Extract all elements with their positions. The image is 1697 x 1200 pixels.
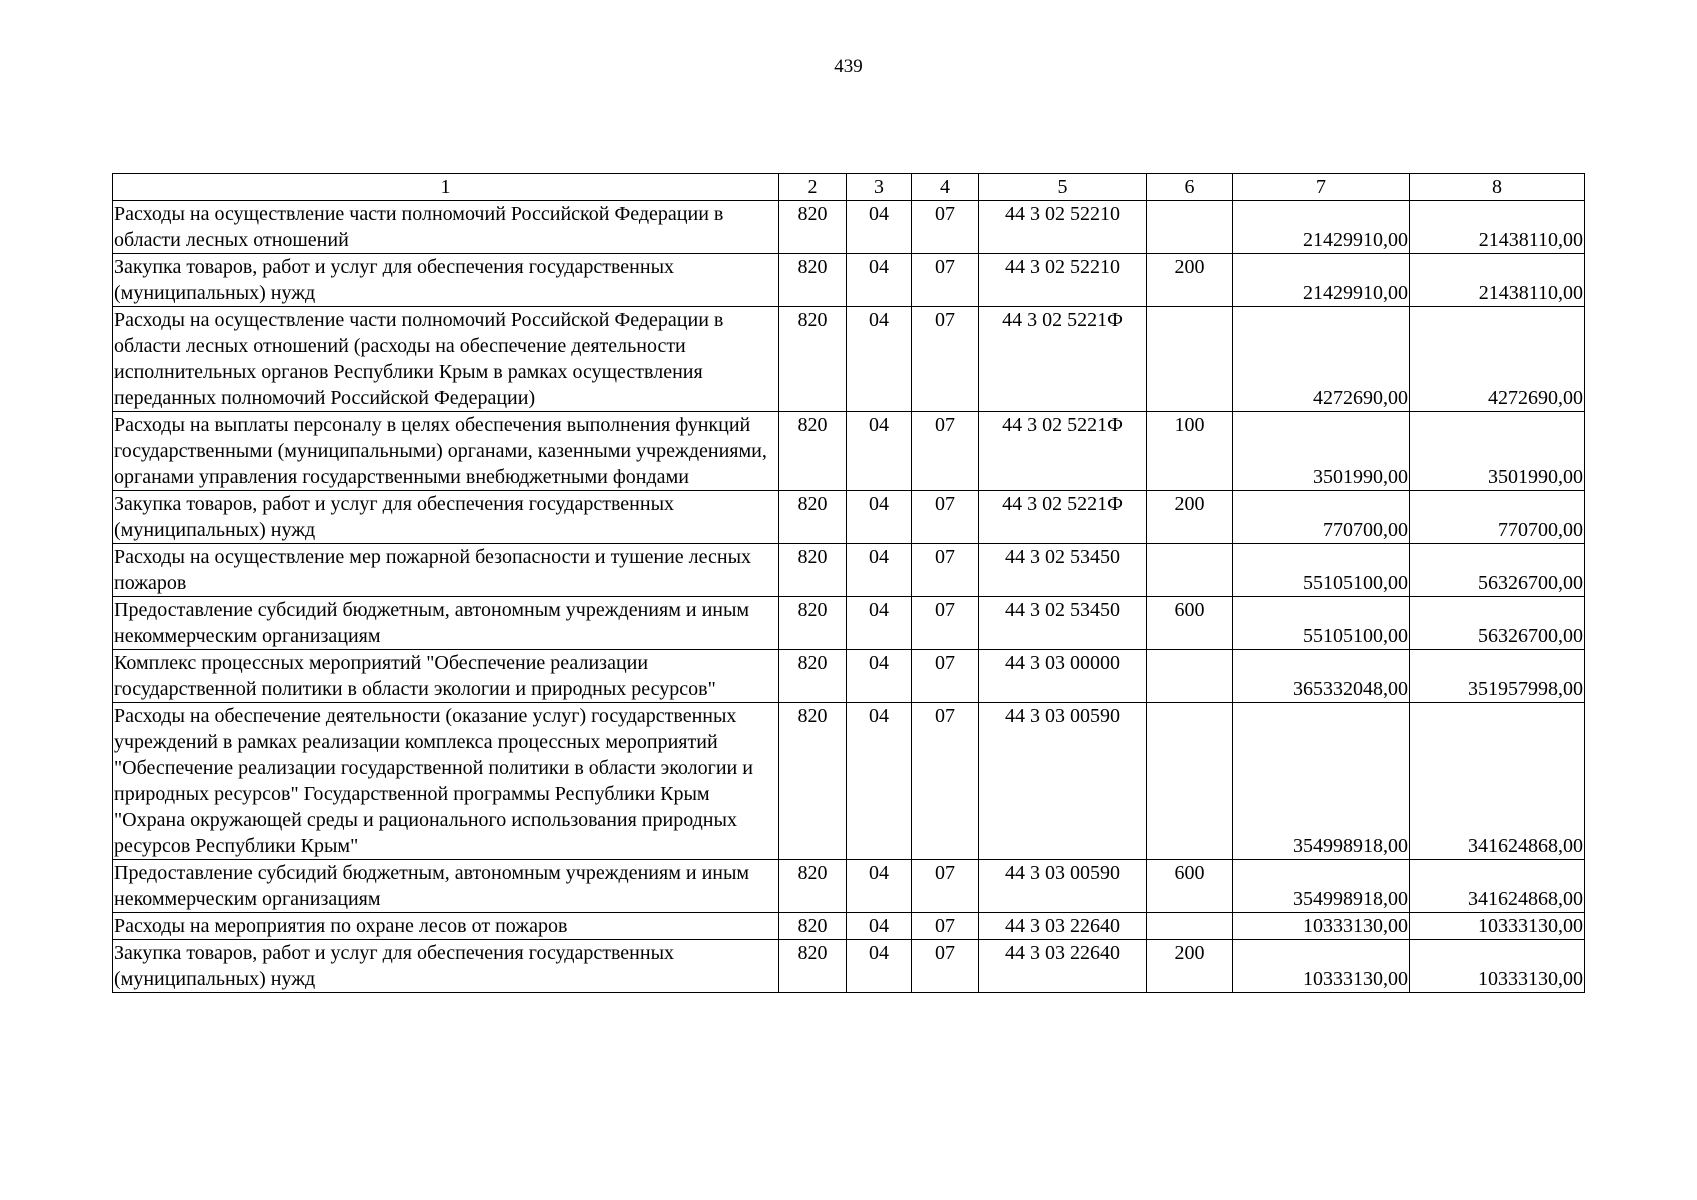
table-row — [113, 491, 1585, 544]
table-row — [113, 860, 1585, 913]
subsection-cell: 07 — [912, 201, 979, 254]
subsection-cell: 07 — [912, 412, 979, 491]
expense-type-cell — [1147, 703, 1233, 860]
description-cell: Предоставление субсидий бюджетным, автономным учреждениям и иным некоммерческим организациям — [113, 597, 779, 650]
subsection-cell: 07 — [912, 940, 979, 993]
expense-type-cell: 200 — [1147, 491, 1233, 544]
subsection-cell: 07 — [912, 254, 979, 307]
expense-type-cell: 600 — [1147, 597, 1233, 650]
amount-col8-cell: 351957998,00 — [1410, 650, 1585, 703]
section-cell: 04 — [847, 913, 912, 940]
subsection-cell: 07 — [912, 703, 979, 860]
amount-col7-cell: 21429910,00 — [1233, 201, 1410, 254]
description-cell: Закупка товаров, работ и услуг для обеспечения государственных (муниципальных) нужд — [113, 491, 779, 544]
target-article-cell: 44 3 03 22640 — [979, 940, 1147, 993]
description-cell: Расходы на выплаты персоналу в целях обеспечения выполнения функций государственными (муниципальными) органами, казенными учреждениями, органами управления государственными внебюджетными фондами — [113, 412, 779, 491]
gr-code-cell: 820 — [779, 307, 847, 412]
section-cell: 04 — [847, 544, 912, 597]
table-row — [113, 913, 1585, 940]
subsection-cell: 07 — [912, 491, 979, 544]
amount-col8-cell: 341624868,00 — [1410, 860, 1585, 913]
description-cell: Закупка товаров, работ и услуг для обеспечения государственных (муниципальных) нужд — [113, 254, 779, 307]
expense-type-cell: 200 — [1147, 254, 1233, 307]
gr-code-cell: 820 — [779, 703, 847, 860]
expense-type-cell — [1147, 650, 1233, 703]
section-cell: 04 — [847, 703, 912, 860]
target-article-cell: 44 3 03 22640 — [979, 913, 1147, 940]
budget-table — [112, 173, 1585, 993]
header-cell: 7 — [1233, 174, 1410, 201]
amount-col8-cell: 4272690,00 — [1410, 307, 1585, 412]
table-row — [113, 544, 1585, 597]
header-cell: 2 — [779, 174, 847, 201]
description-cell: Расходы на осуществление части полномочий Российской Федерации в области лесных отношений — [113, 201, 779, 254]
amount-col8-cell: 21438110,00 — [1410, 254, 1585, 307]
table-row — [113, 307, 1585, 412]
table-row — [113, 412, 1585, 491]
header-cell: 4 — [912, 174, 979, 201]
description-cell: Комплекс процессных мероприятий "Обеспечение реализации государственной политики в области экологии и природных ресурсов" — [113, 650, 779, 703]
section-cell: 04 — [847, 491, 912, 544]
description-cell: Расходы на осуществление мер пожарной безопасности и тушение лесных пожаров — [113, 544, 779, 597]
subsection-cell: 07 — [912, 860, 979, 913]
amount-col7-cell: 10333130,00 — [1233, 940, 1410, 993]
header-cell: 1 — [113, 174, 779, 201]
description-cell: Предоставление субсидий бюджетным, автономным учреждениям и иным некоммерческим организациям — [113, 860, 779, 913]
description-cell: Расходы на обеспечение деятельности (оказание услуг) государственных учреждений в рамках реализации комплекса процессных мероприятий "Обеспечение реализации государственной политики в области экологии и природных ресурсов" Государственной программы Республики Крым "Охрана окружающей среды и рационального использования природных ресурсов Республики Крым" — [113, 703, 779, 860]
amount-col7-cell: 3501990,00 — [1233, 412, 1410, 491]
target-article-cell: 44 3 03 00000 — [979, 650, 1147, 703]
target-article-cell: 44 3 02 5221Ф — [979, 491, 1147, 544]
section-cell: 04 — [847, 860, 912, 913]
header-cell: 3 — [847, 174, 912, 201]
header-cell: 5 — [979, 174, 1147, 201]
subsection-cell: 07 — [912, 307, 979, 412]
subsection-cell: 07 — [912, 597, 979, 650]
amount-col7-cell: 770700,00 — [1233, 491, 1410, 544]
table-row — [113, 650, 1585, 703]
amount-col7-cell: 21429910,00 — [1233, 254, 1410, 307]
gr-code-cell: 820 — [779, 491, 847, 544]
table-row — [113, 254, 1585, 307]
amount-col8-cell: 341624868,00 — [1410, 703, 1585, 860]
gr-code-cell: 820 — [779, 650, 847, 703]
amount-col8-cell: 56326700,00 — [1410, 597, 1585, 650]
target-article-cell: 44 3 02 5221Ф — [979, 412, 1147, 491]
amount-col7-cell: 354998918,00 — [1233, 860, 1410, 913]
gr-code-cell: 820 — [779, 254, 847, 307]
amount-col8-cell: 10333130,00 — [1410, 940, 1585, 993]
table-row — [113, 201, 1585, 254]
amount-col7-cell: 55105100,00 — [1233, 544, 1410, 597]
expense-type-cell — [1147, 913, 1233, 940]
amount-col8-cell: 10333130,00 — [1410, 913, 1585, 940]
section-cell: 04 — [847, 307, 912, 412]
header-cell: 6 — [1147, 174, 1233, 201]
gr-code-cell: 820 — [779, 412, 847, 491]
amount-col8-cell: 56326700,00 — [1410, 544, 1585, 597]
page-number: 439 — [834, 56, 863, 77]
amount-col7-cell: 365332048,00 — [1233, 650, 1410, 703]
amount-col7-cell: 10333130,00 — [1233, 913, 1410, 940]
gr-code-cell: 820 — [779, 860, 847, 913]
section-cell: 04 — [847, 412, 912, 491]
target-article-cell: 44 3 03 00590 — [979, 703, 1147, 860]
section-cell: 04 — [847, 201, 912, 254]
section-cell: 04 — [847, 254, 912, 307]
subsection-cell: 07 — [912, 544, 979, 597]
description-cell: Расходы на мероприятия по охране лесов от пожаров — [113, 913, 779, 940]
table-row — [113, 597, 1585, 650]
amount-col7-cell: 55105100,00 — [1233, 597, 1410, 650]
amount-col8-cell: 21438110,00 — [1410, 201, 1585, 254]
gr-code-cell: 820 — [779, 913, 847, 940]
target-article-cell: 44 3 02 52210 — [979, 254, 1147, 307]
header-cell: 8 — [1410, 174, 1585, 201]
amount-col8-cell: 3501990,00 — [1410, 412, 1585, 491]
gr-code-cell: 820 — [779, 940, 847, 993]
subsection-cell: 07 — [912, 913, 979, 940]
target-article-cell: 44 3 03 00590 — [979, 860, 1147, 913]
amount-col7-cell: 354998918,00 — [1233, 703, 1410, 860]
expense-type-cell: 200 — [1147, 940, 1233, 993]
target-article-cell: 44 3 02 53450 — [979, 597, 1147, 650]
table-row — [113, 940, 1585, 993]
description-cell: Расходы на осуществление части полномочий Российской Федерации в области лесных отношений (расходы на обеспечение деятельности исполнительных органов Республики Крым в рамках осуществления переданных полномочий Российской Федерации) — [113, 307, 779, 412]
target-article-cell: 44 3 02 52210 — [979, 201, 1147, 254]
table-row — [113, 703, 1585, 860]
gr-code-cell: 820 — [779, 597, 847, 650]
gr-code-cell: 820 — [779, 544, 847, 597]
description-cell: Закупка товаров, работ и услуг для обеспечения государственных (муниципальных) нужд — [113, 940, 779, 993]
expense-type-cell — [1147, 544, 1233, 597]
section-cell: 04 — [847, 940, 912, 993]
table-header-row — [113, 174, 1585, 201]
target-article-cell: 44 3 02 5221Ф — [979, 307, 1147, 412]
amount-col7-cell: 4272690,00 — [1233, 307, 1410, 412]
expense-type-cell — [1147, 201, 1233, 254]
amount-col8-cell: 770700,00 — [1410, 491, 1585, 544]
section-cell: 04 — [847, 597, 912, 650]
subsection-cell: 07 — [912, 650, 979, 703]
section-cell: 04 — [847, 650, 912, 703]
gr-code-cell: 820 — [779, 201, 847, 254]
expense-type-cell: 100 — [1147, 412, 1233, 491]
expense-type-cell — [1147, 307, 1233, 412]
target-article-cell: 44 3 02 53450 — [979, 544, 1147, 597]
expense-type-cell: 600 — [1147, 860, 1233, 913]
